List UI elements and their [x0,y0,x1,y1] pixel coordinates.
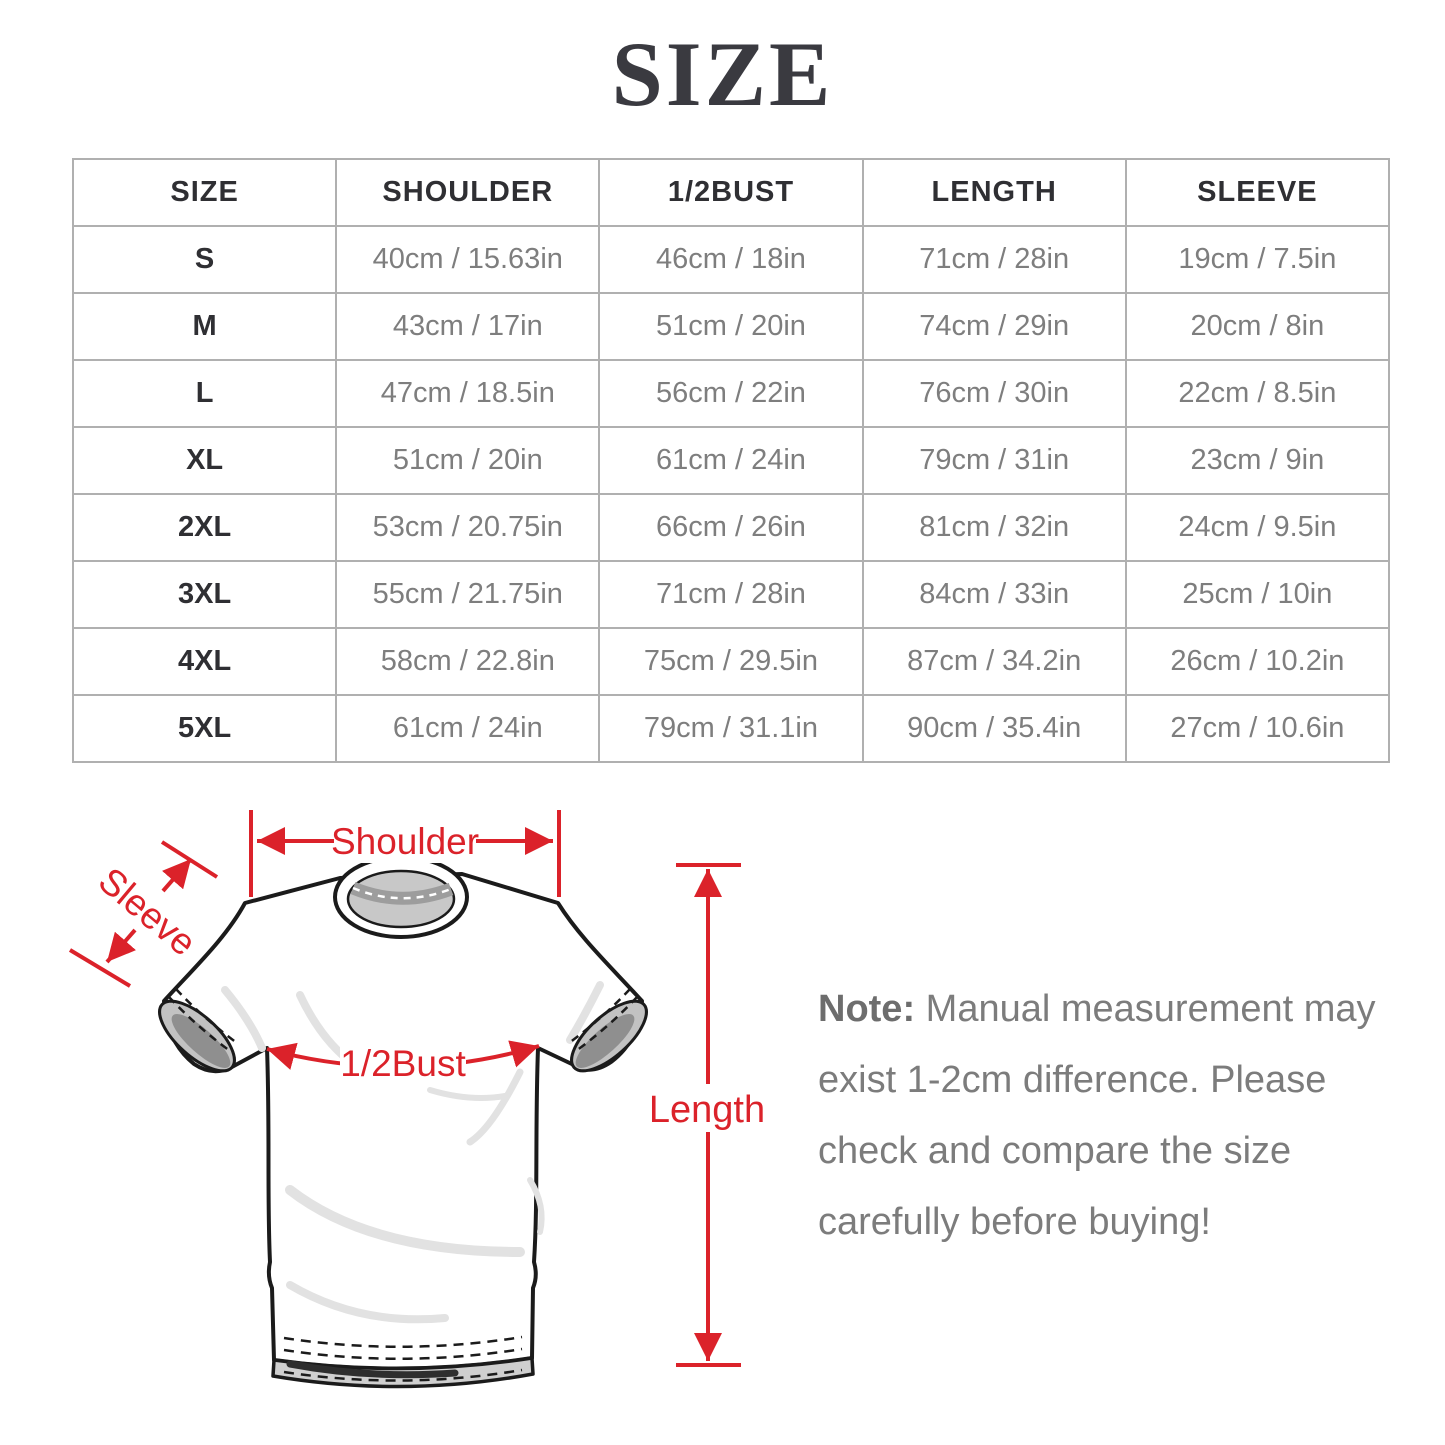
measurement-cell: 46cm / 18in [599,226,862,293]
size-label-cell: S [73,226,336,293]
measurement-cell: 47cm / 18.5in [336,360,599,427]
measurement-cell: 74cm / 29in [863,293,1126,360]
shoulder-label: Shoulder [330,821,480,862]
measurement-cell: 79cm / 31.1in [599,695,862,762]
length-dimension [645,865,771,1365]
measurement-cell: 43cm / 17in [336,293,599,360]
measurement-cell: 19cm / 7.5in [1126,226,1389,293]
column-header: SIZE [73,159,336,226]
sleeve-upper-arrow [163,859,191,891]
measurement-cell: 76cm / 30in [863,360,1126,427]
note-body: Manual measurement may exist 1-2cm difference. Please check and compare the size carefully before buying! [818,988,1376,1243]
size-label-cell: 4XL [73,628,336,695]
measurement-cell: 20cm / 8in [1126,293,1389,360]
sleeve-label: Sleeve [90,859,204,964]
column-header: SHOULDER [336,159,599,226]
tshirt-illustration [149,857,658,1387]
length-label: Length [648,1089,766,1131]
measurement-cell: 26cm / 10.2in [1126,628,1389,695]
measurement-cell: 56cm / 22in [599,360,862,427]
measurement-cell: 90cm / 35.4in [863,695,1126,762]
measurement-cell: 55cm / 21.75in [336,561,599,628]
measurement-cell: 51cm / 20in [336,427,599,494]
size-label-cell: XL [73,427,336,494]
sleeve-dimension [70,842,217,986]
bust-label: 1/2Bust [340,1043,466,1084]
collar [335,857,467,937]
measurement-cell: 58cm / 22.8in [336,628,599,695]
measurement-cell: 25cm / 10in [1126,561,1389,628]
measurement-cell: 66cm / 26in [599,494,862,561]
size-label-cell: 3XL [73,561,336,628]
size-label-cell: M [73,293,336,360]
measurement-cell: 24cm / 9.5in [1126,494,1389,561]
measurement-cell: 61cm / 24in [599,427,862,494]
column-header: SLEEVE [1126,159,1389,226]
measurement-cell: 87cm / 34.2in [863,628,1126,695]
column-header: 1/2BUST [599,159,862,226]
measurement-cell: 27cm / 10.6in [1126,695,1389,762]
measurement-cell: 79cm / 31in [863,427,1126,494]
measurement-cell: 84cm / 33in [863,561,1126,628]
measurement-cell: 40cm / 15.63in [336,226,599,293]
measurement-cell: 75cm / 29.5in [599,628,862,695]
measurement-cell: 53cm / 20.75in [336,494,599,561]
page-title: SIZE [611,23,834,125]
size-label-cell: 2XL [73,494,336,561]
column-header: LENGTH [863,159,1126,226]
size-label-cell: 5XL [73,695,336,762]
measurement-cell: 51cm / 20in [599,293,862,360]
measurement-cell: 23cm / 9in [1126,427,1389,494]
tshirt-body [164,874,642,1369]
note-text [818,974,1403,1258]
size-label-cell: L [73,360,336,427]
measurement-cell: 22cm / 8.5in [1126,360,1389,427]
measurement-cell: 71cm / 28in [599,561,862,628]
sleeve-lower-arrow [107,930,135,962]
measurement-cell: 71cm / 28in [863,226,1126,293]
measurement-cell: 81cm / 32in [863,494,1126,561]
sleeve-lower-tick [70,950,130,986]
note-label: Note: [818,988,916,1030]
measurement-cell: 61cm / 24in [336,695,599,762]
